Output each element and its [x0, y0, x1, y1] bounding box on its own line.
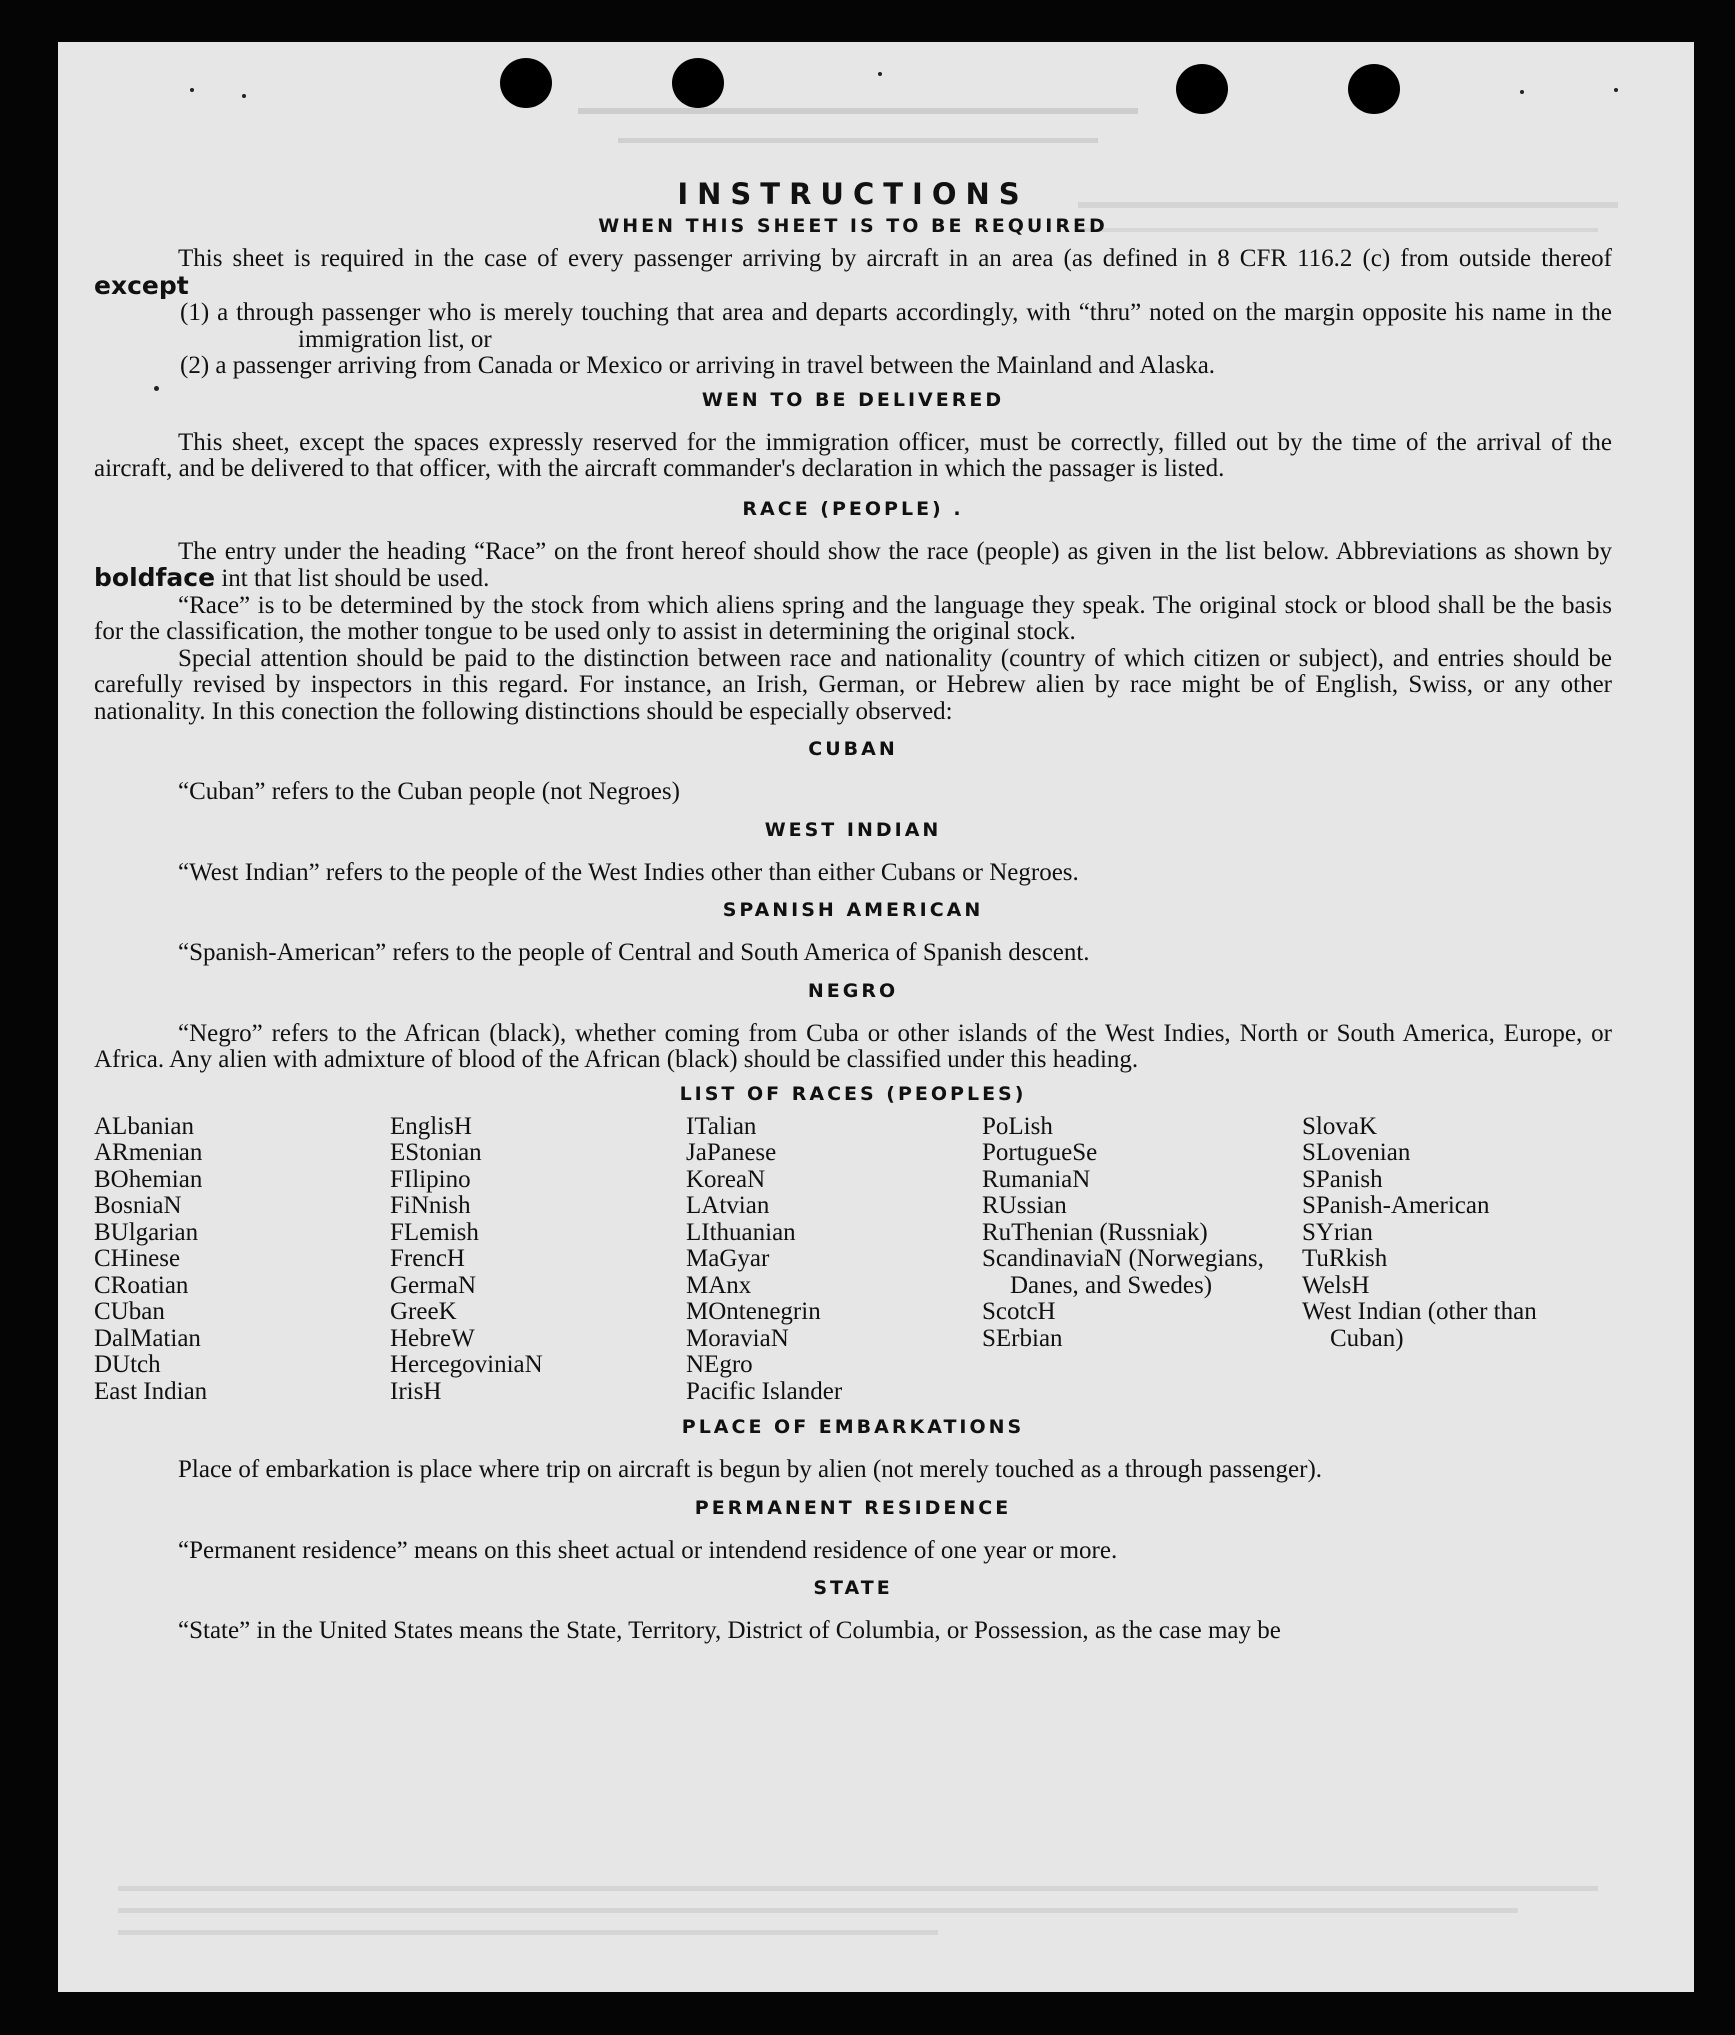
speck — [190, 88, 194, 92]
race-item: IrisH — [390, 1377, 442, 1405]
race-item: ARmenian — [94, 1139, 203, 1166]
race-item: SPanish — [1302, 1165, 1383, 1193]
punch-hole — [1348, 64, 1400, 114]
bleed-through-line — [118, 1886, 1598, 1891]
race-column — [390, 1114, 686, 1406]
bleed-through-line — [618, 138, 1098, 143]
race-item: East Indian — [94, 1377, 208, 1405]
race-item: JaPanese — [686, 1139, 777, 1166]
race-item: HebreW — [390, 1324, 475, 1352]
section-heading: PERMANENT RESIDENCE — [694, 1496, 1012, 1519]
race-item: BUlgarian — [94, 1218, 199, 1246]
paragraph: “Permanent residence” means on this sheet actual or intendend residence of one year or more. — [178, 1536, 1118, 1564]
section-heading: CUBAN — [808, 738, 898, 760]
race-column — [982, 1114, 1302, 1406]
race-item: DUtch — [94, 1351, 161, 1378]
section-heading: LIST OF RACES (PEOPLES) — [679, 1082, 1027, 1105]
text: The entry under the heading “Race” on the front hereof should show the race (people) as given in the list below. Abbreviations as shown by — [178, 537, 1612, 565]
punch-hole — [672, 58, 724, 108]
race-item: West Indian (other than Cuban) — [1302, 1298, 1537, 1352]
race-item: CUban — [94, 1298, 165, 1325]
spacer — [94, 1528, 1612, 1538]
race-list — [94, 1114, 1612, 1406]
race-item: GreeK — [390, 1298, 457, 1325]
section-heading: NEGRO — [807, 979, 899, 1002]
bleed-through-line — [118, 1908, 1518, 1913]
race-item: FiNnish — [390, 1192, 471, 1219]
race-column — [94, 1114, 390, 1406]
list-item: (2) a passenger arriving from Canada or Mexico or arriving in travel between the Mainland and Alaska. — [180, 352, 1216, 379]
race-item: ScandinaviaN (Norwegians, Danes, and Swedes) — [982, 1245, 1264, 1299]
race-item: RumaniaN — [982, 1165, 1091, 1193]
race-item: MoraviaN — [686, 1324, 789, 1352]
race-item: RUssian — [982, 1192, 1067, 1219]
race-item: Pacific Islander — [686, 1377, 843, 1405]
race-item: BOhemian — [94, 1165, 203, 1193]
paragraph — [94, 246, 1612, 300]
race-item: EStonian — [390, 1139, 482, 1166]
race-item: CRoatian — [94, 1271, 189, 1299]
race-item: BosniaN — [94, 1192, 182, 1219]
paragraph: This sheet, except the spaces expressly reserved for the immigration officer, must be correctly, filled out by the time of the arrival of the aircraft, and be delivered to that officer, with the aircraft commander's declaration in which the passager is listed. — [94, 428, 1612, 482]
speck — [878, 72, 882, 76]
speck — [242, 94, 246, 98]
section-heading: SPANISH AMERICAN — [722, 899, 984, 921]
race-item: LIthuanian — [686, 1218, 796, 1246]
race-item: FIlipino — [390, 1165, 471, 1193]
race-item: TuRkish — [1302, 1245, 1388, 1272]
spacer — [94, 420, 1612, 430]
paragraph: “Negro” refers to the African (black), whether coming from Cuba or other islands of the West Indies, North or South America, Europe, or Africa. Any alien with admixture of blood of the African (black) should be classified under this heading. — [94, 1019, 1612, 1073]
paragraph: “Cuban” refers to the Cuban people (not Negroes) — [178, 778, 680, 805]
bleed-through-line — [578, 108, 1138, 114]
race-item: CHinese — [94, 1245, 181, 1272]
punch-hole — [1176, 64, 1228, 114]
paragraph: Place of embarkation is place where trip on aircraft is begun by alien (not merely touched as a through passenger). — [178, 1456, 1323, 1483]
bleed-through-line — [118, 1930, 938, 1935]
race-item: SPanish-American — [1302, 1192, 1490, 1219]
race-item: SlovaK — [1302, 1112, 1377, 1140]
race-item: PortugueSe — [982, 1139, 1098, 1166]
race-item: FrencH — [390, 1245, 465, 1272]
paragraph: “West Indian” refers to the people of the West Indies other than either Cubans or Negroes. — [178, 858, 1079, 886]
text: int that list should be used. — [221, 565, 490, 592]
bold-text: boldface — [94, 563, 216, 592]
race-item: KoreaN — [686, 1165, 766, 1193]
race-item: SLovenian — [1302, 1139, 1411, 1166]
race-item: ScotcH — [982, 1298, 1056, 1325]
spacer — [94, 1011, 1612, 1021]
race-item: MOntenegrin — [686, 1298, 821, 1325]
instructions-content — [94, 176, 1612, 1645]
paragraph: “State” in the United States means the State, Territory, District of Columbia, or Possession, as the case may be — [178, 1617, 1281, 1644]
race-item: SYrian — [1302, 1218, 1373, 1246]
race-item: FLemish — [390, 1218, 479, 1246]
bold-text: except — [94, 270, 189, 300]
race-item: LAtvian — [686, 1192, 770, 1219]
race-column — [686, 1114, 982, 1406]
list-item: (1) a through passenger who is merely touching that area and departs accordingly, with “thru” noted on the margin opposite his name in the immigration list, or — [180, 299, 1612, 353]
race-item: SErbian — [982, 1324, 1063, 1352]
race-item: RuThenian (Russniak) — [982, 1218, 1208, 1246]
section-heading: STATE — [813, 1577, 893, 1599]
section-heading: WEN TO BE DELIVERED — [701, 388, 1005, 411]
section-heading: WEST INDIAN — [764, 818, 942, 841]
race-item: HercegoviniaN — [390, 1351, 543, 1378]
race-column — [1302, 1114, 1602, 1406]
section-heading: PLACE OF EMBARKATIONS — [681, 1416, 1025, 1438]
paragraph — [94, 539, 1612, 593]
race-item: MaGyar — [686, 1245, 770, 1272]
section-heading: WHEN THIS SHEET IS TO BE REQUIRED — [598, 215, 1108, 237]
race-item: ITalian — [686, 1112, 757, 1140]
paragraph: “Race” is to be determined by the stock from which aliens spring and the language they speak. The original stock or blood shall be the basis for the classification, the mother tongue to be used only to assist in determining the original stock. — [94, 591, 1612, 645]
race-item: NEgro — [686, 1351, 753, 1378]
race-item: DalMatian — [94, 1324, 201, 1352]
punch-hole — [500, 58, 552, 108]
speck — [1520, 90, 1524, 94]
race-item: PoLish — [982, 1112, 1053, 1140]
paragraph: Special attention should be paid to the distinction between race and nationality (country of which citizen or subject), and entries should be carefully revised by inspectors in this regard. For instance, an Irish, German, or Hebrew alien by race might be of English, Swiss, or any other nationality. In this conection the following distinctions should be especially observed: — [94, 644, 1612, 725]
speck — [1614, 88, 1618, 92]
race-item: MAnx — [686, 1271, 752, 1299]
spacer — [94, 850, 1612, 860]
text: This sheet is required in the case of every passenger arriving by aircraft in an area (as defined in 8 CFR 116.2 (c) from outside thereof — [178, 245, 1612, 272]
race-item: WelsH — [1302, 1271, 1370, 1299]
section-heading: RACE (PEOPLE) . — [742, 497, 964, 520]
race-item: EnglisH — [390, 1112, 472, 1140]
document-page — [58, 42, 1694, 1992]
paragraph: “Spanish-American” refers to the people of Central and South America of Spanish descent. — [178, 939, 1090, 966]
race-item: ALbanian — [94, 1112, 194, 1140]
race-item: GermaN — [390, 1271, 477, 1299]
page-title: INSTRUCTIONS — [677, 177, 1029, 211]
